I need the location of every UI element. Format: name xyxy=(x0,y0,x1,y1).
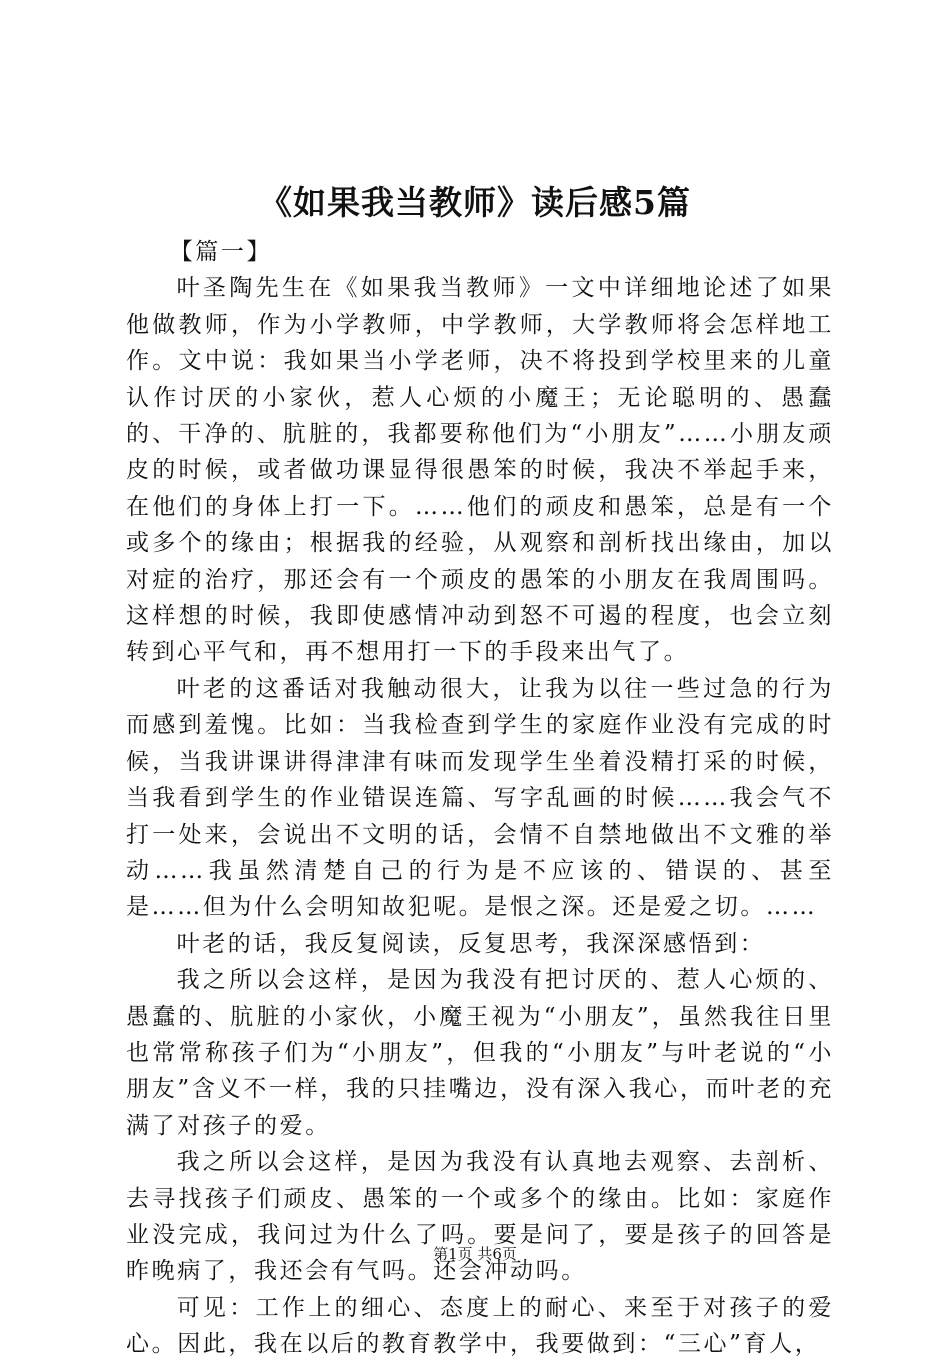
paragraph-1: 叶圣陶先生在《如果我当教师》一文中详细地论述了如果他做教师，作为小学教师，中学教师，大学教师将会怎样地工作。文中说：我如果当小学老师，决不将投到学校里来的儿童认作讨厌的小家伙，惹人心烦的小魔王；无论聪明的、愚蠢的、干净的、肮脏的，我都要称他们为“小朋友”……小朋友顽皮的时候，或者做功课显得很愚笨的时候，我决不举起手来，在他们的身体上打一下。……他们的顽皮和愚笨，总是有一个或多个的缘由；根据我的经验，从观察和剖析找出缘由，加以对症的治疗，那还会有一个顽皮的愚笨的小朋友在我周围吗。这样想的时候，我即使感情冲动到怒不可遏的程度，也会立刻转到心平气和，再不想用打一下的手段来出气了。 xyxy=(126,275,834,666)
document-title: 《如果我当教师》读后感5篇 xyxy=(259,183,691,222)
paragraph-2: 叶老的这番话对我触动很大，让我为以往一些过急的行为而感到羞愧。比如：当我检查到学生的家庭作业没有完成的时候，当我讲课讲得津津有味而发现学生坐着没精打采的时候，当我看到学生的作业错误连篇、写字乱画的时候……我会气不打一处来，会说出不文明的话，会情不自禁地做出不文雅的举动……我虽然清楚自己的行为是不应该的、错误的、甚至是……但为什么会明知故犯呢。是恨之深。还是爱之切。…… xyxy=(126,675,834,921)
paragraph-5: 我之所以会这样，是因为我没有认真地去观察、去剖析、去寻找孩子们顽皮、愚笨的一个或多个的缘由。比如：家庭作业没完成，我问过为什么了吗。要是问了，要是孩子的回答是昨晚病了，我还会有气吗。还会冲动吗。 xyxy=(126,1149,834,1285)
paragraph-3: 叶老的话，我反复阅读，反复思考，我深深感悟到： xyxy=(176,930,766,957)
paragraph-4: 我之所以会这样，是因为我没有把讨厌的、惹人心烦的、愚蠢的、肮脏的小家伙，小魔王视为“小朋友”，虽然我往日里也常常称孩子们为“小朋友”，但我的“小朋友”与叶老说的“小朋友”含义不一样，我的只挂嘴边，没有深入我心，而叶老的充满了对孩子的爱。 xyxy=(126,967,834,1139)
paragraph-6: 可见：工作上的细心、态度上的耐心、来至于对孩子的爱心。因此，我在以后的教育教学中，我要做到：“三心”育人， xyxy=(126,1294,834,1358)
page-footer: 第1页 共6页 xyxy=(433,1245,517,1263)
section-heading: 【篇一】 xyxy=(169,239,273,265)
document-body xyxy=(126,234,834,1363)
